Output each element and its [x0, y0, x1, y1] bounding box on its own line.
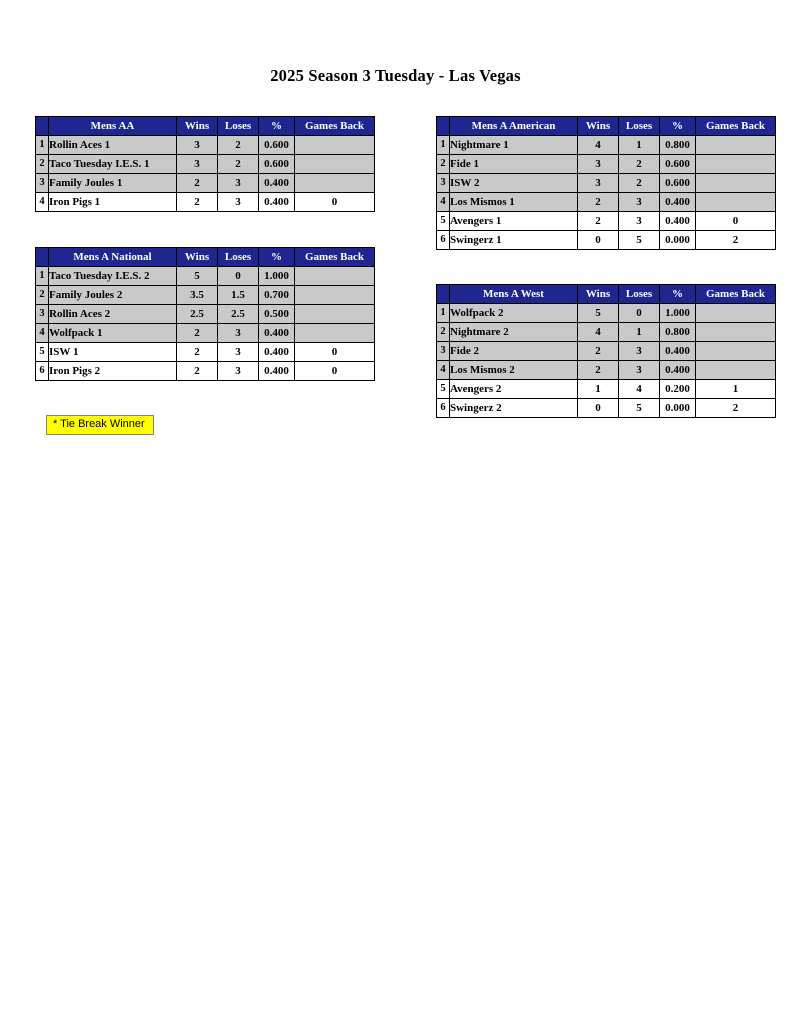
cell-rank: 6 [36, 362, 49, 381]
standings-table-mens-a-national [35, 247, 375, 381]
cell-wins: 3.5 [177, 286, 218, 305]
cell-games-back [295, 155, 375, 174]
cell-wins: 4 [578, 323, 619, 342]
cell-wins: 2 [177, 174, 218, 193]
cell-games-back: 0 [295, 193, 375, 212]
cell-loses: 2.5 [218, 305, 259, 324]
cell-games-back [295, 305, 375, 324]
cell-rank: 4 [36, 324, 49, 343]
table-row [36, 286, 375, 305]
cell-games-back [295, 286, 375, 305]
cell-team-name: ISW 2 [450, 174, 578, 193]
header-stat: Loses [619, 117, 660, 136]
cell-rank: 5 [437, 380, 450, 399]
cell-team-name: Nightmare 1 [450, 136, 578, 155]
table-row [36, 343, 375, 362]
cell-loses: 1.5 [218, 286, 259, 305]
cell-team-name: Avengers 1 [450, 212, 578, 231]
cell-games-back [696, 174, 776, 193]
cell-wins: 3 [578, 174, 619, 193]
cell-wins: 0 [578, 231, 619, 250]
cell-team-name: Taco Tuesday I.E.S. 1 [49, 155, 177, 174]
header-stat: % [660, 285, 696, 304]
header-stat: Games Back [696, 117, 776, 136]
header-rank-spacer [36, 117, 49, 136]
cell-rank: 3 [437, 174, 450, 193]
cell-rank: 2 [437, 323, 450, 342]
tie-break-note: * Tie Break Winner [46, 415, 154, 435]
cell-loses: 2 [619, 155, 660, 174]
table-row [36, 193, 375, 212]
cell-team-name: Wolfpack 1 [49, 324, 177, 343]
table-header-row [437, 117, 776, 136]
standings-table-mens-a-american [436, 116, 776, 250]
cell-rank: 2 [36, 155, 49, 174]
table-row [36, 174, 375, 193]
cell-wins: 2 [578, 193, 619, 212]
cell-pct: 0.600 [259, 136, 295, 155]
cell-games-back [696, 193, 776, 212]
cell-wins: 2 [177, 343, 218, 362]
cell-team-name: Family Joules 2 [49, 286, 177, 305]
cell-loses: 3 [218, 324, 259, 343]
header-stat: % [259, 248, 295, 267]
cell-rank: 5 [36, 343, 49, 362]
cell-pct: 0.000 [660, 399, 696, 418]
cell-loses: 3 [218, 362, 259, 381]
cell-rank: 2 [437, 155, 450, 174]
cell-wins: 2.5 [177, 305, 218, 324]
cell-games-back [295, 324, 375, 343]
cell-pct: 1.000 [660, 304, 696, 323]
cell-team-name: Rollin Aces 1 [49, 136, 177, 155]
header-division-name: Mens A American [450, 117, 578, 136]
cell-team-name: Fide 1 [450, 155, 578, 174]
cell-pct: 0.400 [259, 362, 295, 381]
header-division-name: Mens A West [450, 285, 578, 304]
cell-loses: 2 [218, 155, 259, 174]
cell-pct: 0.400 [259, 343, 295, 362]
cell-games-back [295, 174, 375, 193]
cell-pct: 0.000 [660, 231, 696, 250]
table-row [36, 136, 375, 155]
header-stat: Loses [218, 248, 259, 267]
cell-loses: 2 [619, 174, 660, 193]
cell-pct: 0.700 [259, 286, 295, 305]
cell-rank: 3 [36, 174, 49, 193]
cell-wins: 2 [578, 361, 619, 380]
cell-pct: 0.400 [259, 174, 295, 193]
cell-pct: 0.800 [660, 136, 696, 155]
cell-pct: 0.600 [259, 155, 295, 174]
cell-pct: 0.600 [660, 155, 696, 174]
cell-pct: 0.200 [660, 380, 696, 399]
table-row [437, 155, 776, 174]
cell-games-back: 1 [696, 380, 776, 399]
cell-loses: 5 [619, 399, 660, 418]
cell-team-name: Wolfpack 2 [450, 304, 578, 323]
cell-rank: 5 [437, 212, 450, 231]
cell-loses: 4 [619, 380, 660, 399]
header-stat: Wins [578, 285, 619, 304]
cell-team-name: Los Mismos 1 [450, 193, 578, 212]
header-stat: Wins [578, 117, 619, 136]
cell-loses: 3 [619, 361, 660, 380]
table-row [437, 136, 776, 155]
cell-loses: 3 [619, 193, 660, 212]
table-row [437, 304, 776, 323]
cell-loses: 3 [218, 193, 259, 212]
cell-team-name: Iron Pigs 2 [49, 362, 177, 381]
cell-rank: 1 [36, 136, 49, 155]
cell-wins: 2 [578, 342, 619, 361]
table-row [437, 193, 776, 212]
cell-team-name: Iron Pigs 1 [49, 193, 177, 212]
cell-team-name: Fide 2 [450, 342, 578, 361]
page-title: 2025 Season 3 Tuesday - Las Vegas [270, 66, 521, 85]
cell-rank: 3 [36, 305, 49, 324]
cell-pct: 0.600 [660, 174, 696, 193]
cell-rank: 1 [437, 136, 450, 155]
table-row [437, 380, 776, 399]
cell-team-name: Taco Tuesday I.E.S. 2 [49, 267, 177, 286]
header-stat: % [660, 117, 696, 136]
table-row [437, 323, 776, 342]
header-division-name: Mens A National [49, 248, 177, 267]
header-stat: Games Back [696, 285, 776, 304]
cell-loses: 0 [619, 304, 660, 323]
table-row [437, 212, 776, 231]
table-row [437, 399, 776, 418]
cell-wins: 2 [177, 324, 218, 343]
cell-wins: 2 [177, 193, 218, 212]
cell-loses: 3 [619, 212, 660, 231]
cell-pct: 0.800 [660, 323, 696, 342]
table-row [437, 174, 776, 193]
table-row [36, 324, 375, 343]
cell-games-back: 0 [295, 343, 375, 362]
cell-team-name: ISW 1 [49, 343, 177, 362]
cell-pct: 0.400 [660, 361, 696, 380]
table-header-row [437, 285, 776, 304]
cell-rank: 4 [36, 193, 49, 212]
cell-team-name: Rollin Aces 2 [49, 305, 177, 324]
cell-team-name: Swingerz 2 [450, 399, 578, 418]
header-stat: Loses [619, 285, 660, 304]
cell-team-name: Swingerz 1 [450, 231, 578, 250]
header-stat: % [259, 117, 295, 136]
cell-wins: 2 [177, 362, 218, 381]
cell-wins: 1 [578, 380, 619, 399]
header-rank-spacer [437, 117, 450, 136]
header-stat: Loses [218, 117, 259, 136]
cell-wins: 3 [177, 136, 218, 155]
table-row [437, 361, 776, 380]
cell-loses: 3 [218, 174, 259, 193]
cell-loses: 3 [619, 342, 660, 361]
cell-pct: 0.500 [259, 305, 295, 324]
cell-games-back [696, 155, 776, 174]
cell-wins: 4 [578, 136, 619, 155]
header-division-name: Mens AA [49, 117, 177, 136]
cell-rank: 1 [36, 267, 49, 286]
standings-table-mens-aa [35, 116, 375, 212]
cell-games-back [696, 323, 776, 342]
cell-loses: 1 [619, 136, 660, 155]
table-row [36, 305, 375, 324]
header-stat: Games Back [295, 248, 375, 267]
cell-games-back [696, 361, 776, 380]
cell-games-back: 2 [696, 231, 776, 250]
table-row [437, 231, 776, 250]
cell-rank: 1 [437, 304, 450, 323]
cell-loses: 1 [619, 323, 660, 342]
cell-pct: 0.400 [660, 342, 696, 361]
cell-wins: 0 [578, 399, 619, 418]
cell-team-name: Los Mismos 2 [450, 361, 578, 380]
cell-loses: 3 [218, 343, 259, 362]
cell-loses: 2 [218, 136, 259, 155]
cell-team-name: Family Joules 1 [49, 174, 177, 193]
cell-wins: 5 [578, 304, 619, 323]
table-row [36, 362, 375, 381]
table-header-row [36, 117, 375, 136]
cell-games-back [295, 267, 375, 286]
cell-wins: 3 [578, 155, 619, 174]
cell-team-name: Nightmare 2 [450, 323, 578, 342]
cell-rank: 4 [437, 361, 450, 380]
cell-loses: 5 [619, 231, 660, 250]
cell-pct: 0.400 [259, 324, 295, 343]
cell-rank: 6 [437, 399, 450, 418]
cell-wins: 2 [578, 212, 619, 231]
cell-loses: 0 [218, 267, 259, 286]
cell-wins: 5 [177, 267, 218, 286]
cell-pct: 0.400 [259, 193, 295, 212]
table-row [437, 342, 776, 361]
cell-games-back [696, 304, 776, 323]
cell-games-back [696, 136, 776, 155]
cell-team-name: Avengers 2 [450, 380, 578, 399]
cell-rank: 4 [437, 193, 450, 212]
cell-games-back [295, 136, 375, 155]
cell-games-back: 2 [696, 399, 776, 418]
cell-wins: 3 [177, 155, 218, 174]
cell-games-back: 0 [696, 212, 776, 231]
header-rank-spacer [36, 248, 49, 267]
cell-rank: 6 [437, 231, 450, 250]
cell-games-back [696, 342, 776, 361]
cell-rank: 3 [437, 342, 450, 361]
table-header-row [36, 248, 375, 267]
cell-games-back: 0 [295, 362, 375, 381]
standings-table-mens-a-west [436, 284, 776, 418]
header-rank-spacer [437, 285, 450, 304]
header-stat: Wins [177, 117, 218, 136]
header-stat: Games Back [295, 117, 375, 136]
cell-pct: 0.400 [660, 212, 696, 231]
table-row [36, 155, 375, 174]
table-row [36, 267, 375, 286]
cell-rank: 2 [36, 286, 49, 305]
header-stat: Wins [177, 248, 218, 267]
cell-pct: 1.000 [259, 267, 295, 286]
cell-pct: 0.400 [660, 193, 696, 212]
